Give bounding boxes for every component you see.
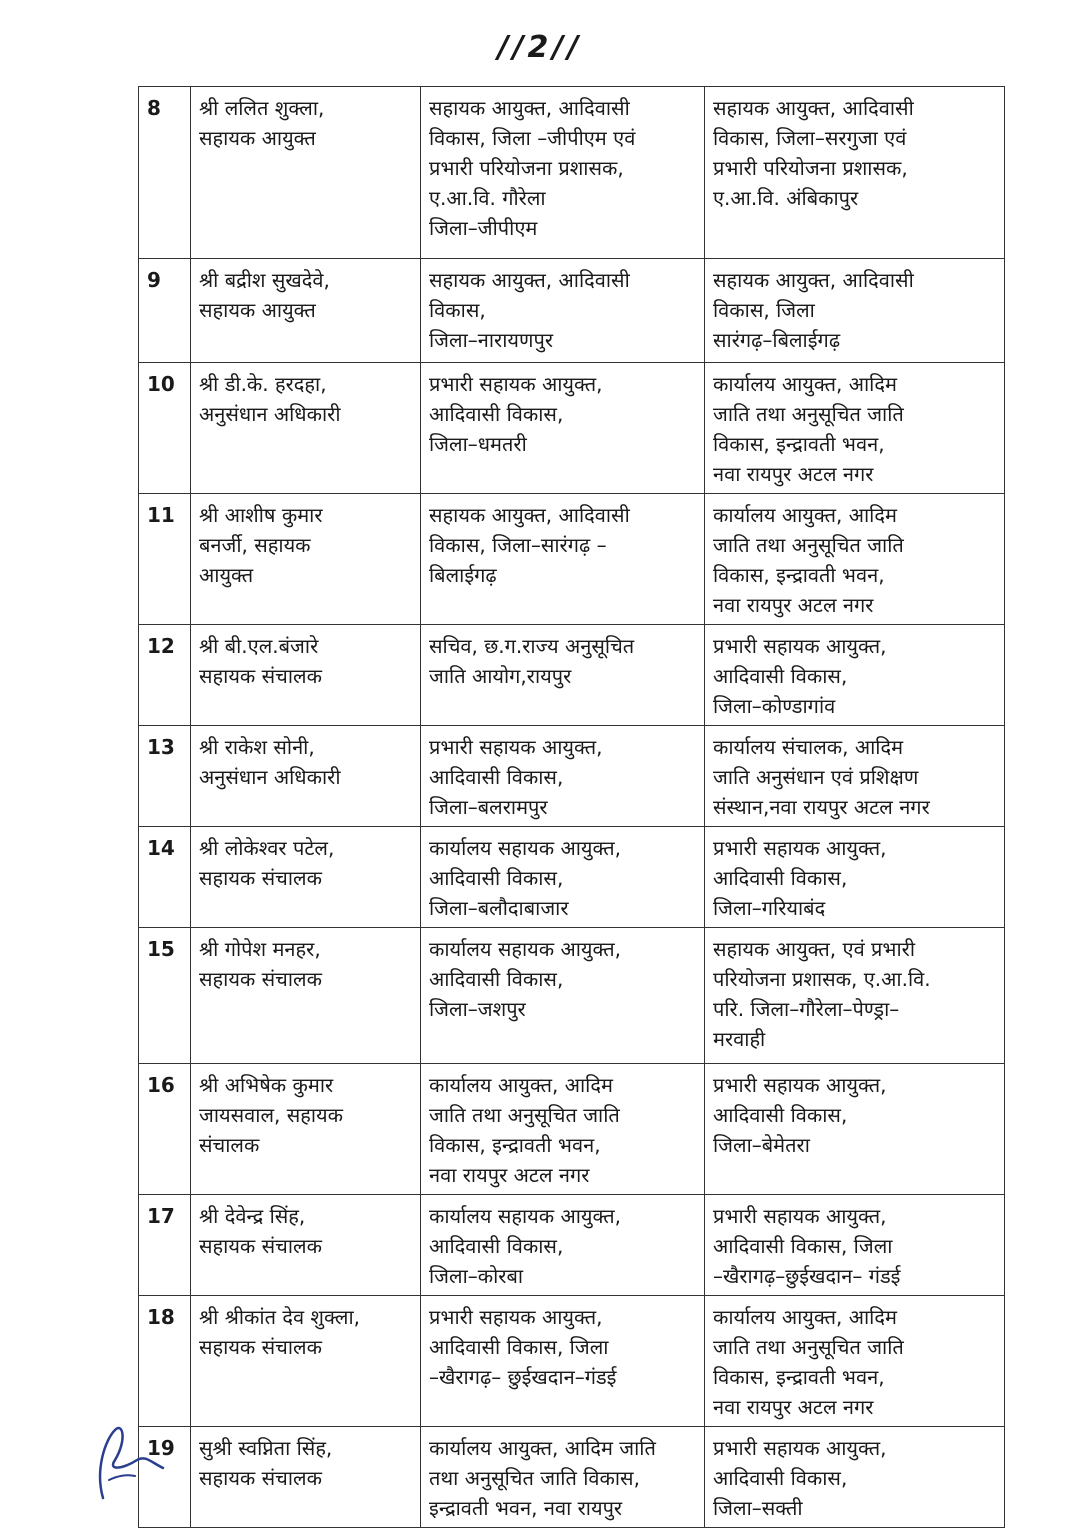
cell-line: नवा रायपुर अटल नगर bbox=[713, 593, 874, 617]
new-posting-cell bbox=[705, 87, 1005, 259]
serial-number-cell: 17 bbox=[139, 1195, 191, 1296]
serial-number-cell: 18 bbox=[139, 1296, 191, 1427]
cell-line: सहायक आयुक्त, एवं प्रभारी bbox=[713, 937, 916, 961]
cell-line: संस्थान,नवा रायपुर अटल नगर bbox=[713, 795, 930, 819]
officer-name-cell bbox=[191, 363, 421, 494]
new-posting-cell bbox=[705, 259, 1005, 363]
current-posting-cell bbox=[421, 259, 705, 363]
new-posting-cell bbox=[705, 494, 1005, 625]
cell-line: सहायक संचालक bbox=[199, 1466, 322, 1490]
officer-name-cell bbox=[191, 87, 421, 259]
table-row bbox=[139, 1427, 1005, 1528]
cell-line: विकास, जिला–सरगुजा एवं bbox=[713, 126, 907, 150]
officer-name-cell bbox=[191, 259, 421, 363]
cell-line: आदिवासी विकास, bbox=[429, 1234, 564, 1258]
cell-line: आदिवासी विकास, bbox=[713, 664, 848, 688]
cell-line: विकास, इन्द्रावती भवन, bbox=[713, 563, 885, 587]
cell-line: श्री लोकेश्वर पटेल, bbox=[199, 836, 335, 860]
current-posting-cell bbox=[421, 928, 705, 1064]
cell-line: विकास, जिला bbox=[713, 298, 815, 322]
cell-line: सहायक संचालक bbox=[199, 1234, 322, 1258]
cell-line: श्री श्रीकांत देव शुक्ला, bbox=[199, 1305, 361, 1329]
cell-line: प्रभारी परियोजना प्रशासक, bbox=[429, 156, 624, 180]
cell-line: श्री गोपेश मनहर, bbox=[199, 937, 321, 961]
new-posting-cell bbox=[705, 1427, 1005, 1528]
cell-line: कार्यालय आयुक्त, आदिम bbox=[713, 372, 897, 396]
serial-number-cell: 11 bbox=[139, 494, 191, 625]
cell-line: जाति अनुसंधान एवं प्रशिक्षण bbox=[713, 765, 919, 789]
cell-line: जायसवाल, सहायक bbox=[199, 1103, 343, 1127]
officer-name-cell bbox=[191, 726, 421, 827]
cell-line: श्री ललित शुक्ला, bbox=[199, 96, 325, 120]
cell-line: नवा रायपुर अटल नगर bbox=[713, 1395, 874, 1419]
cell-line: आयुक्त bbox=[199, 563, 254, 587]
cell-line: सहायक संचालक bbox=[199, 664, 322, 688]
cell-line: सुश्री स्वप्निता सिंह, bbox=[199, 1436, 333, 1460]
cell-line: विकास, जिला–सारंगढ़ – bbox=[429, 533, 607, 557]
cell-line: प्रभारी सहायक आयुक्त, bbox=[429, 1305, 603, 1329]
cell-line: नवा रायपुर अटल नगर bbox=[713, 462, 874, 486]
cell-line: प्रभारी परियोजना प्रशासक, bbox=[713, 156, 908, 180]
cell-line: प्रभारी सहायक आयुक्त, bbox=[713, 1073, 887, 1097]
cell-line: श्री बद्रीश सुखदेवे, bbox=[199, 268, 330, 292]
cell-line: प्रभारी सहायक आयुक्त, bbox=[429, 735, 603, 759]
cell-line: जिला–कोण्डागांव bbox=[713, 694, 836, 718]
cell-line: जाति तथा अनुसूचित जाति bbox=[713, 402, 904, 426]
serial-number-cell: 12 bbox=[139, 625, 191, 726]
cell-line: अनुसंधान अधिकारी bbox=[199, 402, 341, 426]
new-posting-cell bbox=[705, 625, 1005, 726]
cell-line: श्री देवेन्द्र सिंह, bbox=[199, 1204, 306, 1228]
new-posting-cell bbox=[705, 1195, 1005, 1296]
cell-line: सहायक आयुक्त bbox=[199, 298, 316, 322]
serial-number-cell: 8 bbox=[139, 87, 191, 259]
cell-line: सहायक संचालक bbox=[199, 1335, 322, 1359]
new-posting-cell bbox=[705, 1296, 1005, 1427]
current-posting-cell bbox=[421, 1195, 705, 1296]
cell-line: श्री राकेश सोनी, bbox=[199, 735, 315, 759]
table-row bbox=[139, 726, 1005, 827]
cell-line: मरवाही bbox=[713, 1027, 766, 1051]
cell-line: विकास, bbox=[429, 298, 486, 322]
transfer-table bbox=[138, 86, 1005, 1528]
cell-line: आदिवासी विकास, bbox=[429, 866, 564, 890]
cell-line: कार्यालय सहायक आयुक्त, bbox=[429, 1204, 621, 1228]
table-row bbox=[139, 928, 1005, 1064]
cell-line: बिलाईगढ़ bbox=[429, 563, 497, 587]
officer-name-cell bbox=[191, 494, 421, 625]
cell-line: सहायक आयुक्त bbox=[199, 126, 316, 150]
officer-name-cell bbox=[191, 827, 421, 928]
cell-line: जाति तथा अनुसूचित जाति bbox=[713, 533, 904, 557]
page-number: //2// bbox=[497, 30, 583, 65]
cell-line: प्रभारी सहायक आयुक्त, bbox=[713, 1436, 887, 1460]
cell-line: आदिवासी विकास, bbox=[429, 967, 564, 991]
cell-line: जिला–सक्ती bbox=[713, 1496, 803, 1520]
cell-line: जिला–कोरबा bbox=[429, 1264, 524, 1288]
table-row bbox=[139, 1195, 1005, 1296]
serial-number-cell: 9 bbox=[139, 259, 191, 363]
cell-line: आदिवासी विकास, bbox=[713, 1103, 848, 1127]
officer-name-cell bbox=[191, 1296, 421, 1427]
table-row bbox=[139, 259, 1005, 363]
officer-name-cell bbox=[191, 1064, 421, 1195]
cell-line: आदिवासी विकास, bbox=[429, 765, 564, 789]
cell-line: जाति तथा अनुसूचित जाति bbox=[429, 1103, 620, 1127]
cell-line: आदिवासी विकास, जिला bbox=[713, 1234, 893, 1258]
new-posting-cell bbox=[705, 1064, 1005, 1195]
officer-name-cell bbox=[191, 625, 421, 726]
table-row bbox=[139, 363, 1005, 494]
cell-line: कार्यालय सहायक आयुक्त, bbox=[429, 836, 621, 860]
serial-number-cell: 19 bbox=[139, 1427, 191, 1528]
cell-line: विकास, इन्द्रावती भवन, bbox=[713, 432, 885, 456]
table-row bbox=[139, 1064, 1005, 1195]
cell-line: जिला–बलौदाबाजार bbox=[429, 896, 569, 920]
table-row bbox=[139, 827, 1005, 928]
table-row bbox=[139, 87, 1005, 259]
current-posting-cell bbox=[421, 726, 705, 827]
cell-line: –खैरागढ़– छुईखदान–गंडई bbox=[429, 1365, 617, 1389]
new-posting-cell bbox=[705, 827, 1005, 928]
transfer-table-body bbox=[139, 87, 1005, 1528]
serial-number-cell: 13 bbox=[139, 726, 191, 827]
cell-line: सहायक आयुक्त, आदिवासी bbox=[429, 268, 630, 292]
cell-line: ए.आ.वि. गौरेला bbox=[429, 186, 546, 210]
cell-line: ए.आ.वि. अंबिकापुर bbox=[713, 186, 859, 210]
table-row bbox=[139, 625, 1005, 726]
cell-line: अनुसंधान अधिकारी bbox=[199, 765, 341, 789]
cell-line: बनर्जी, सहायक bbox=[199, 533, 311, 557]
cell-line: प्रभारी सहायक आयुक्त, bbox=[429, 372, 603, 396]
cell-line: जिला–बेमेतरा bbox=[713, 1133, 810, 1157]
new-posting-cell bbox=[705, 363, 1005, 494]
cell-line: जिला–जीपीएम bbox=[429, 216, 538, 240]
cell-line: आदिवासी विकास, जिला bbox=[429, 1335, 609, 1359]
cell-line: प्रभारी सहायक आयुक्त, bbox=[713, 1204, 887, 1228]
cell-line: सहायक संचालक bbox=[199, 967, 322, 991]
cell-line: कार्यालय आयुक्त, आदिम bbox=[713, 503, 897, 527]
table-row bbox=[139, 494, 1005, 625]
signature-icon bbox=[85, 1410, 175, 1505]
cell-line: विकास, इन्द्रावती भवन, bbox=[713, 1365, 885, 1389]
current-posting-cell bbox=[421, 827, 705, 928]
current-posting-cell bbox=[421, 1427, 705, 1528]
cell-line: जाति आयोग,रायपुर bbox=[429, 664, 572, 688]
cell-line: सहायक आयुक्त, आदिवासी bbox=[429, 503, 630, 527]
new-posting-cell bbox=[705, 928, 1005, 1064]
cell-line: विकास, जिला –जीपीएम एवं bbox=[429, 126, 636, 150]
cell-line: कार्यालय संचालक, आदिम bbox=[713, 735, 904, 759]
cell-line: श्री बी.एल.बंजारे bbox=[199, 634, 319, 658]
cell-line: –खैरागढ़–छुईखदान– गंडई bbox=[713, 1264, 901, 1288]
cell-line: जिला–बलरामपुर bbox=[429, 795, 548, 819]
serial-number-cell: 14 bbox=[139, 827, 191, 928]
serial-number-cell: 15 bbox=[139, 928, 191, 1064]
serial-number-cell: 16 bbox=[139, 1064, 191, 1195]
cell-line: कार्यालय सहायक आयुक्त, bbox=[429, 937, 621, 961]
current-posting-cell bbox=[421, 494, 705, 625]
cell-line: जिला–गरियाबंद bbox=[713, 896, 826, 920]
cell-line: प्रभारी सहायक आयुक्त, bbox=[713, 836, 887, 860]
cell-line: आदिवासी विकास, bbox=[713, 866, 848, 890]
cell-line: सहायक आयुक्त, आदिवासी bbox=[713, 268, 914, 292]
serial-number-cell: 10 bbox=[139, 363, 191, 494]
new-posting-cell bbox=[705, 726, 1005, 827]
cell-line: आदिवासी विकास, bbox=[429, 402, 564, 426]
cell-line: जाति तथा अनुसूचित जाति bbox=[713, 1335, 904, 1359]
cell-line: श्री आशीष कुमार bbox=[199, 503, 323, 527]
current-posting-cell bbox=[421, 1064, 705, 1195]
cell-line: सचिव, छ.ग.राज्य अनुसूचित bbox=[429, 634, 635, 658]
cell-line: सारंगढ़–बिलाईगढ़ bbox=[713, 328, 841, 352]
cell-line: संचालक bbox=[199, 1133, 260, 1157]
cell-line: परि. जिला–गौरेला–पेण्ड्रा– bbox=[713, 997, 900, 1021]
cell-line: कार्यालय आयुक्त, आदिम जाति bbox=[429, 1436, 656, 1460]
officer-name-cell bbox=[191, 1195, 421, 1296]
current-posting-cell bbox=[421, 363, 705, 494]
cell-line: नवा रायपुर अटल नगर bbox=[429, 1163, 590, 1187]
cell-line: सहायक आयुक्त, आदिवासी bbox=[429, 96, 630, 120]
cell-line: श्री डी.के. हरदहा, bbox=[199, 372, 327, 396]
current-posting-cell bbox=[421, 625, 705, 726]
cell-line: इन्द्रावती भवन, नवा रायपुर bbox=[429, 1496, 623, 1520]
current-posting-cell bbox=[421, 87, 705, 259]
officer-name-cell bbox=[191, 1427, 421, 1528]
current-posting-cell bbox=[421, 1296, 705, 1427]
cell-line: कार्यालय आयुक्त, आदिम bbox=[713, 1305, 897, 1329]
cell-line: प्रभारी सहायक आयुक्त, bbox=[713, 634, 887, 658]
cell-line: सहायक संचालक bbox=[199, 866, 322, 890]
cell-line: परियोजना प्रशासक, ए.आ.वि. bbox=[713, 967, 931, 991]
cell-line: जिला–धमतरी bbox=[429, 432, 527, 456]
officer-name-cell bbox=[191, 928, 421, 1064]
cell-line: श्री अभिषेक कुमार bbox=[199, 1073, 334, 1097]
cell-line: तथा अनुसूचित जाति विकास, bbox=[429, 1466, 640, 1490]
table-row bbox=[139, 1296, 1005, 1427]
cell-line: जिला–नारायणपुर bbox=[429, 328, 553, 352]
cell-line: कार्यालय आयुक्त, आदिम bbox=[429, 1073, 613, 1097]
cell-line: जिला–जशपुर bbox=[429, 997, 526, 1021]
cell-line: सहायक आयुक्त, आदिवासी bbox=[713, 96, 914, 120]
cell-line: विकास, इन्द्रावती भवन, bbox=[429, 1133, 601, 1157]
cell-line: आदिवासी विकास, bbox=[713, 1466, 848, 1490]
